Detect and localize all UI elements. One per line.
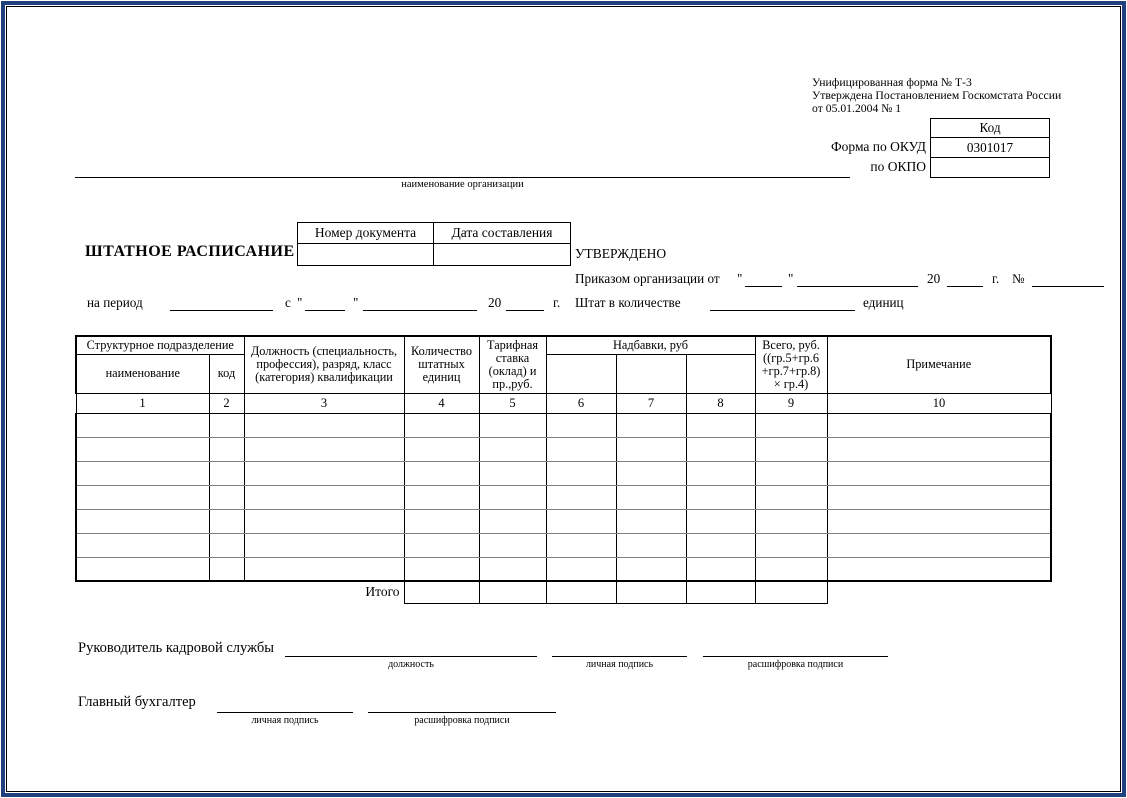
form-note-line2: Утверждена Постановлением Госкомстата России [812,89,1062,102]
staff-table-row [76,509,1051,533]
staff-table-cell [827,533,1051,557]
quote-open: " [297,295,303,310]
staff-table-wrap [75,335,1055,604]
staff-table [75,335,1052,604]
column-number: 9 [755,393,827,413]
staff-table-cell [76,413,209,437]
staff-count-prefix: Штат в количестве [575,295,681,310]
staff-table-cell [244,485,404,509]
staff-table-cell [404,509,479,533]
code-header-cell: Код [931,119,1050,138]
hr-signature-caption: личная подпись [585,659,654,670]
staff-table-cell [616,437,686,461]
document-number-table [297,222,571,266]
staff-table-cell [209,509,244,533]
okud-value-cell: 0301017 [931,138,1050,158]
order-year-prefix: 20 [927,271,941,286]
staff-table-cell [76,509,209,533]
accountant-transcript-line [368,696,556,713]
column-numbers-row [76,393,1051,413]
staff-table-cell [479,461,546,485]
staff-table-cell [244,509,404,533]
staff-table-cell [404,533,479,557]
staff-table-cell [827,509,1051,533]
totals-row [76,581,1051,603]
staff-table-cell [686,437,755,461]
staff-table-cell [209,485,244,509]
staff-table-cell [209,533,244,557]
hr-signature-line [552,640,687,657]
header-allowance-sub1 [546,354,616,393]
okpo-value-row [931,158,1050,178]
staff-table-cell [755,557,827,581]
staff-table-row [76,533,1051,557]
okud-value-row [931,138,1050,158]
staff-table-cell [755,533,827,557]
totals-end-spacer [827,581,1051,603]
doc-date-header-cell: Дата составления [434,223,571,244]
staff-table-cell [686,509,755,533]
staff-table-cell [827,413,1051,437]
staff-table-cell [209,557,244,581]
form-note [812,76,1072,115]
okpo-value-cell [931,158,1050,178]
header-tariff-rate: Тарифная ставка (оклад) и пр.,руб. [479,336,546,393]
staff-table-cell [479,437,546,461]
header-allowances: Надбавки, руб [546,336,755,354]
staff-table-cell [76,461,209,485]
totals-cell [479,581,546,603]
code-table [930,118,1050,178]
document-number-header-row [298,223,571,244]
doc-number-value-cell [298,244,434,266]
header-note: Примечание [827,336,1051,393]
staff-table-row [76,413,1051,437]
staff-table-body [76,413,1051,581]
staff-table-cell [479,557,546,581]
column-number: 4 [404,393,479,413]
header-position: Должность (специальность, профессия), разряд, класс (категория) квалификации [244,336,404,393]
document-number-value-row [298,244,571,266]
staff-table-cell [404,413,479,437]
staff-table-cell [546,509,616,533]
column-number: 6 [546,393,616,413]
period-day-field [305,295,345,311]
column-number: 3 [244,393,404,413]
hr-head-label: Руководитель кадровой службы [78,640,275,656]
hr-transcript-caption: расшифровка подписи [747,659,844,670]
totals-cell [686,581,755,603]
code-table-header-row [931,119,1050,138]
staff-table-cell [546,533,616,557]
form-note-line1: Унифицированная форма № Т-3 [812,76,972,89]
approved-heading: УТВЕРЖДЕНО [575,246,667,261]
header-allowance-sub3 [686,354,755,393]
period-field [170,295,273,311]
staff-table-row [76,437,1051,461]
staff-table-cell [546,485,616,509]
totals-cell [546,581,616,603]
staff-table-cell [546,413,616,437]
accountant-label: Главный бухгалтер [78,694,196,710]
period-line [87,295,587,313]
staff-table-cell [827,485,1051,509]
staff-table-cell [755,485,827,509]
staff-table-cell [244,533,404,557]
staff-table-cell [755,509,827,533]
staff-table-cell [209,461,244,485]
staff-table-cell [244,413,404,437]
order-number-sign: № [1012,271,1025,286]
totals-cell [404,581,479,603]
staff-count-field [710,295,855,311]
staff-table-cell [616,461,686,485]
staff-table-cell [404,437,479,461]
header-total: Всего, руб. ((гр.5+гр.6 +гр.7+гр.8) × гр.4) [755,336,827,393]
staff-table-cell [616,533,686,557]
period-month-field [363,295,477,311]
column-number: 5 [479,393,546,413]
staff-table-row [76,557,1051,581]
column-number: 2 [209,393,244,413]
doc-date-value-cell [434,244,571,266]
accountant-signature-caption: личная подпись [251,715,319,726]
staff-table-cell [686,485,755,509]
staff-table-cell [616,485,686,509]
totals-cell [616,581,686,603]
staff-table-cell [616,509,686,533]
staff-table-cell [76,437,209,461]
staff-table-cell [616,413,686,437]
staff-table-cell [616,557,686,581]
hr-position-line [285,640,537,657]
column-number: 7 [616,393,686,413]
staff-table-cell [76,533,209,557]
header-allowance-sub2 [616,354,686,393]
staff-table-cell [244,437,404,461]
totals-label: Итого [365,584,400,599]
period-year-prefix: 20 [488,295,502,310]
staff-count-line [575,295,1115,313]
column-number: 10 [827,393,1051,413]
staff-table-cell [76,485,209,509]
period-year-field [506,295,544,311]
quote-open: " [737,271,743,286]
order-month-field [797,271,918,287]
header-structural-unit: Структурное подразделение [76,336,244,354]
staff-table-cell [244,461,404,485]
doc-number-header-cell: Номер документа [298,223,434,244]
accountant-transcript-caption: расшифровка подписи [414,715,510,726]
order-number-field [1032,271,1104,287]
staff-table-cell [209,413,244,437]
header-code: код [209,354,244,393]
column-number: 8 [686,393,755,413]
okud-label: Форма по ОКУД [830,139,926,154]
staff-table-cell [686,533,755,557]
staff-table-cell [755,461,827,485]
staff-table-cell [546,461,616,485]
okpo-label: по ОКПО [870,159,926,174]
staff-table-row [76,485,1051,509]
quote-close: " [788,271,794,286]
form-note-line3: от 05.01.2004 № 1 [812,102,902,115]
organization-name-line [75,162,850,178]
hr-transcript-line [703,640,888,657]
staff-table-cell [546,437,616,461]
staff-table-cell [686,413,755,437]
staff-table-cell [479,533,546,557]
staff-table-cell [209,437,244,461]
staff-table-cell [755,413,827,437]
staff-table-cell [244,557,404,581]
header-name: наименование [76,354,209,393]
staff-table-cell [546,557,616,581]
staff-table-cell [404,557,479,581]
staff-table-cell [76,557,209,581]
header-staff-units: Количество штатных единиц [404,336,479,393]
page-title: ШТАТНОЕ РАСПИСАНИЕ [85,243,295,260]
order-year-suffix: г. [992,271,1000,286]
totals-cell [755,581,827,603]
header-row-1 [76,336,1051,354]
staff-table-cell [827,461,1051,485]
staff-table-cell [755,437,827,461]
order-prefix: Приказом организации от [575,271,720,286]
staff-table-cell [827,437,1051,461]
column-number: 1 [76,393,209,413]
staff-table-cell [479,485,546,509]
staff-table-cell [686,557,755,581]
hr-position-caption: должность [388,659,434,670]
order-line [575,271,1115,289]
order-year-field [947,271,983,287]
staff-table-cell [479,413,546,437]
staff-table-cell [479,509,546,533]
quote-close: " [353,295,359,310]
organization-name-caption: наименование организации [401,179,524,190]
staff-table-cell [404,485,479,509]
staff-count-suffix: единиц [863,295,904,310]
order-day-field [745,271,782,287]
staff-table-cell [404,461,479,485]
staff-table-cell [827,557,1051,581]
accountant-signature-line [217,696,353,713]
period-year-suffix: г. [553,295,561,310]
staff-table-row [76,461,1051,485]
staff-table-cell [686,461,755,485]
period-prefix: на период [87,295,143,310]
period-from-label: с [285,295,291,310]
